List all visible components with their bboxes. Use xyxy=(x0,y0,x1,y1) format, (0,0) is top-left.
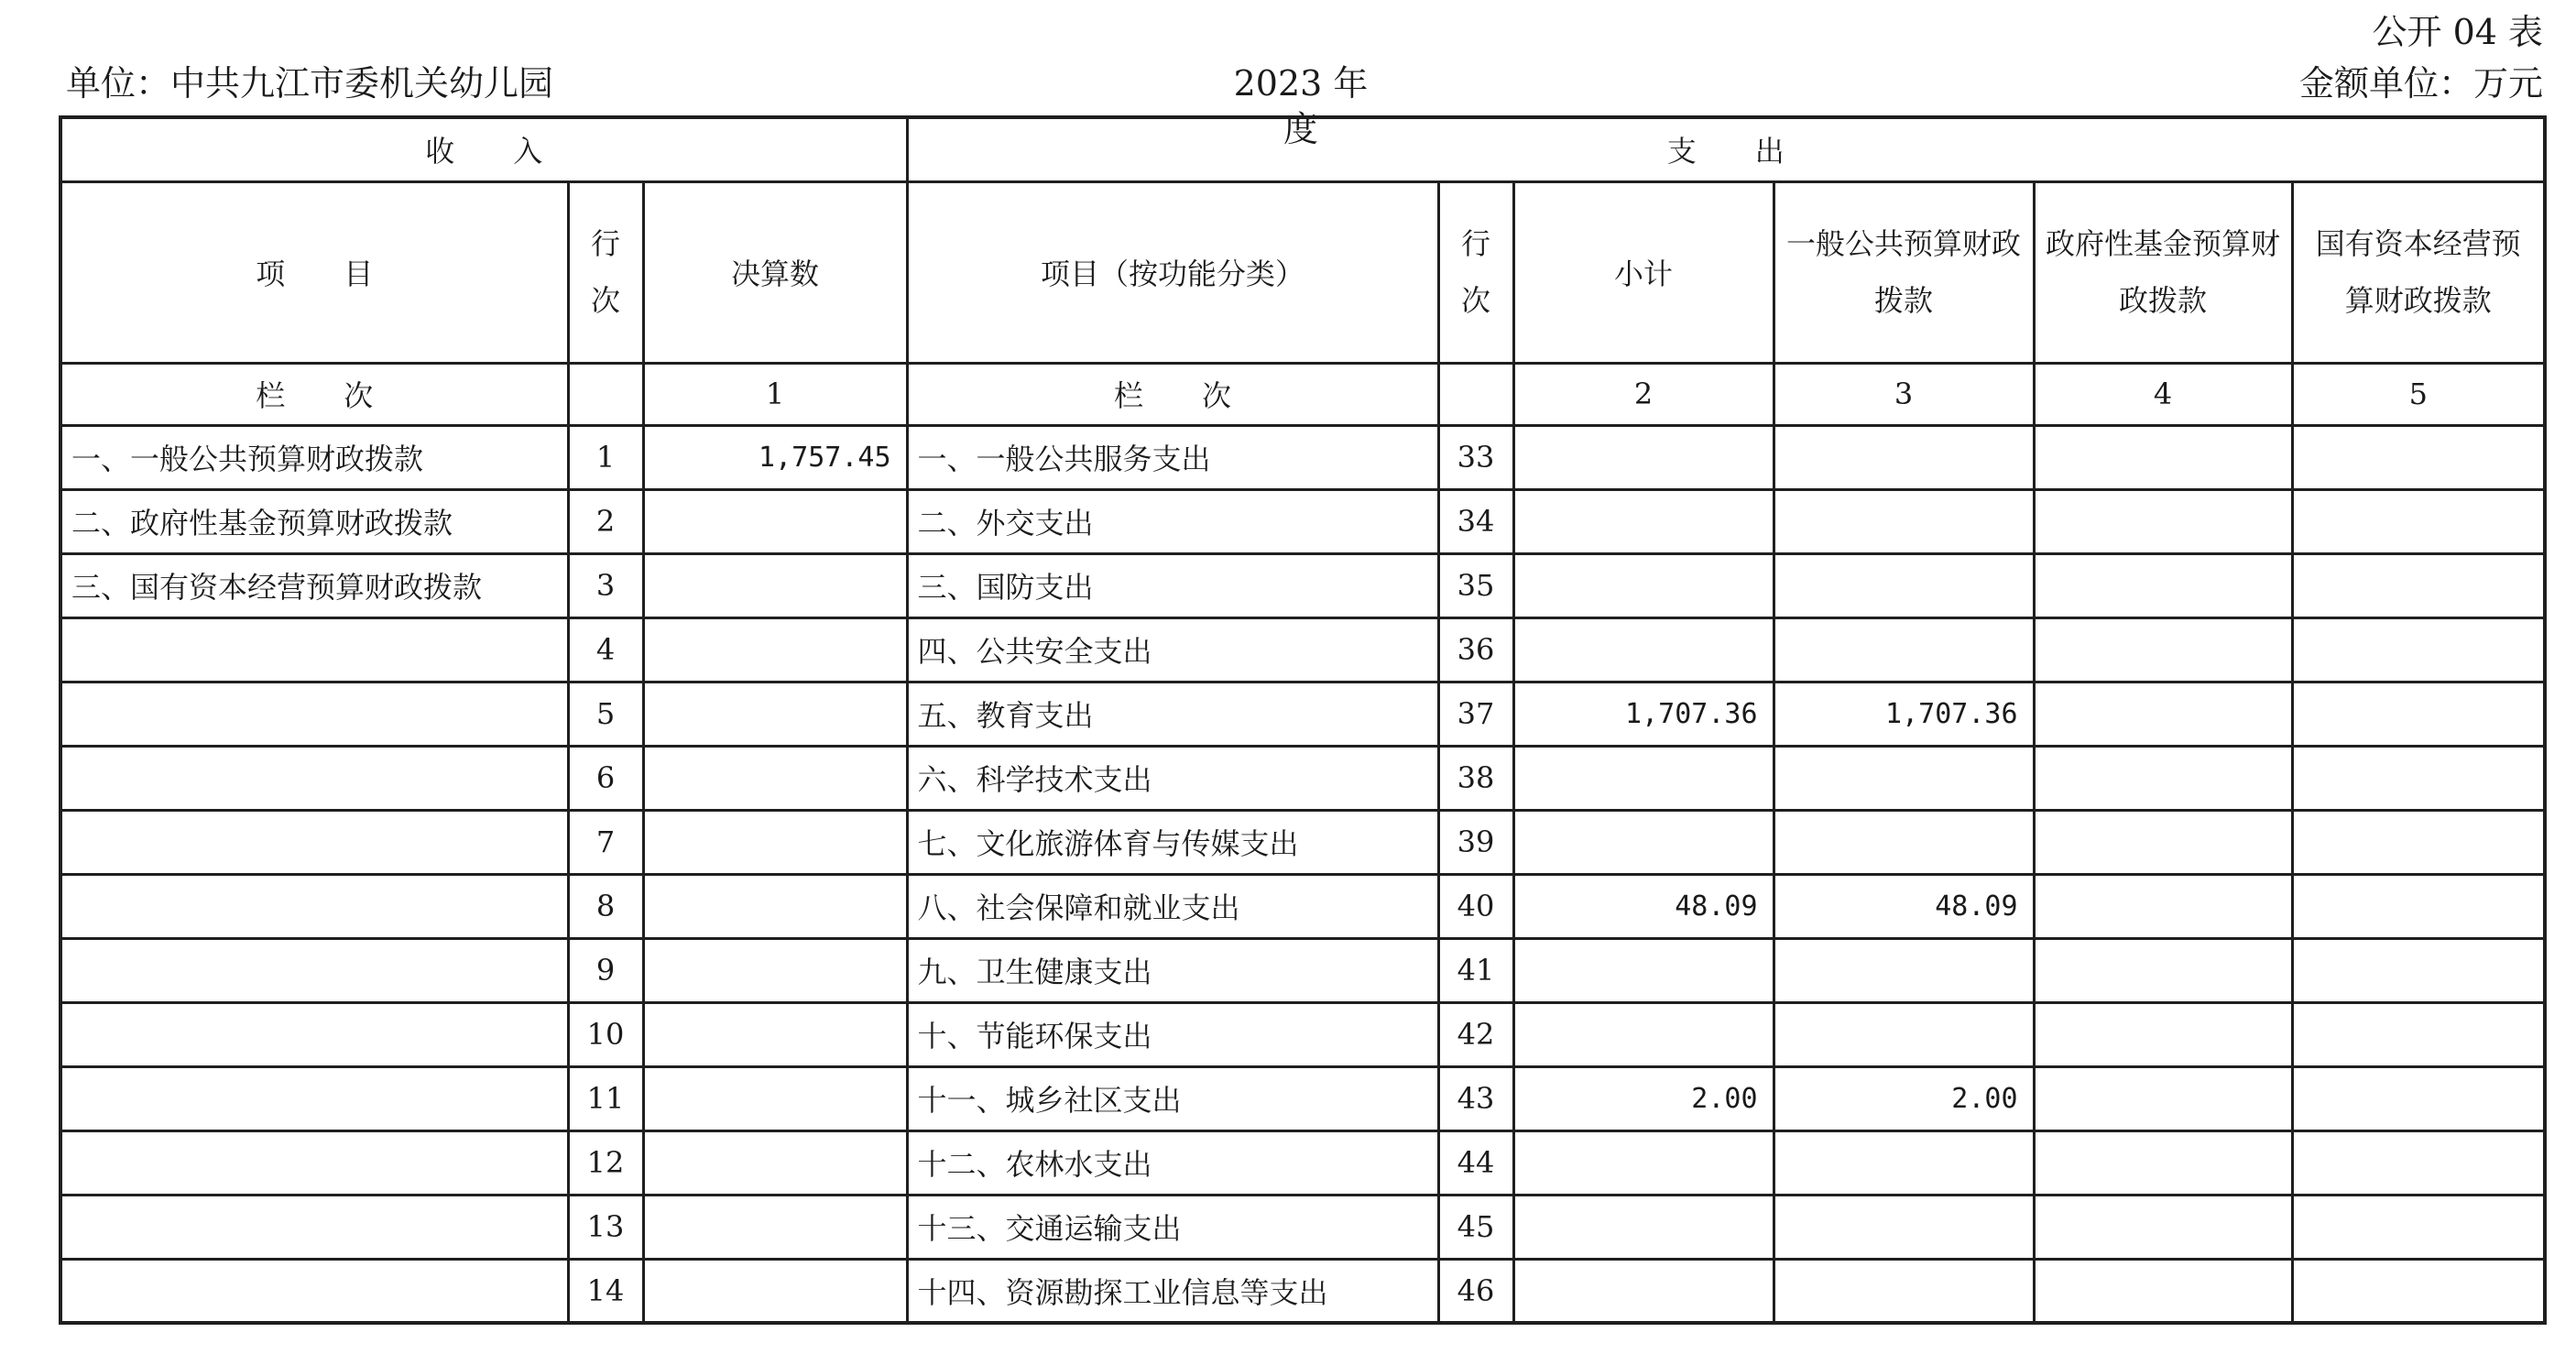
income-row-no: 10 xyxy=(568,1002,643,1066)
general-budget-amount xyxy=(1774,1259,2034,1323)
subtotal xyxy=(1513,938,1774,1002)
expense-item: 八、社会保障和就业支出 xyxy=(907,874,1438,938)
col-index-2: 2 xyxy=(1513,363,1774,425)
expense-row-no: 41 xyxy=(1438,938,1513,1002)
col-index-1: 1 xyxy=(643,363,907,425)
state-capital-amount xyxy=(2292,1066,2545,1130)
col-header-final-amount: 决算数 xyxy=(643,181,907,363)
income-row-no: 14 xyxy=(568,1259,643,1323)
gov-fund-amount xyxy=(2034,1002,2292,1066)
col-index-4: 4 xyxy=(2034,363,2292,425)
gov-fund-amount xyxy=(2034,489,2292,553)
table-row xyxy=(60,1066,2545,1130)
amount-unit: 金额单位：万元 xyxy=(2298,63,2543,104)
state-capital-amount xyxy=(2292,425,2545,489)
income-row-no: 13 xyxy=(568,1195,643,1259)
table-row xyxy=(60,553,2545,617)
expense-row-no: 34 xyxy=(1438,489,1513,553)
income-item xyxy=(60,1066,568,1130)
subtotal: 2.00 xyxy=(1513,1066,1774,1130)
expense-row-no: 37 xyxy=(1438,682,1513,746)
table-row xyxy=(60,1195,2545,1259)
subtotal: 1,707.36 xyxy=(1513,682,1774,746)
income-item xyxy=(60,746,568,810)
table-row xyxy=(60,489,2545,553)
income-item: 二、政府性基金预算财政拨款 xyxy=(60,489,568,553)
general-budget-amount xyxy=(1774,1195,2034,1259)
subtotal xyxy=(1513,1195,1774,1259)
general-budget-amount: 2.00 xyxy=(1774,1066,2034,1130)
income-amount xyxy=(643,938,907,1002)
expense-row-no: 36 xyxy=(1438,617,1513,682)
subtotal xyxy=(1513,553,1774,617)
expense-row-no: 38 xyxy=(1438,746,1513,810)
expense-row-no: 43 xyxy=(1438,1066,1513,1130)
gov-fund-amount xyxy=(2034,425,2292,489)
budget-table xyxy=(59,115,2547,1325)
expense-item: 七、文化旅游体育与传媒支出 xyxy=(907,810,1438,874)
state-capital-amount xyxy=(2292,489,2545,553)
income-amount xyxy=(643,810,907,874)
income-row-no: 6 xyxy=(568,746,643,810)
gov-fund-amount xyxy=(2034,874,2292,938)
expense-row-no: 46 xyxy=(1438,1259,1513,1323)
gov-fund-amount xyxy=(2034,1259,2292,1323)
state-capital-amount xyxy=(2292,746,2545,810)
col-header-item-by-function: 项目（按功能分类） xyxy=(907,181,1438,363)
expense-row-no: 40 xyxy=(1438,874,1513,938)
col-index-blank xyxy=(568,363,643,425)
income-item xyxy=(60,874,568,938)
general-budget-amount xyxy=(1774,810,2034,874)
income-item xyxy=(60,938,568,1002)
expense-row-no: 42 xyxy=(1438,1002,1513,1066)
general-budget-amount xyxy=(1774,1002,2034,1066)
income-amount xyxy=(643,1002,907,1066)
gov-fund-amount xyxy=(2034,1130,2292,1195)
income-item xyxy=(60,682,568,746)
subtotal xyxy=(1513,1130,1774,1195)
state-capital-amount xyxy=(2292,810,2545,874)
state-capital-amount xyxy=(2292,1002,2545,1066)
subtotal xyxy=(1513,425,1774,489)
income-amount xyxy=(643,874,907,938)
expense-item: 六、科学技术支出 xyxy=(907,746,1438,810)
table-row xyxy=(60,746,2545,810)
col-header-item: 项 目 xyxy=(60,181,568,363)
general-budget-amount: 48.09 xyxy=(1774,874,2034,938)
expense-row-no: 35 xyxy=(1438,553,1513,617)
state-capital-amount xyxy=(2292,617,2545,682)
col-header-row-no-2: 行次 xyxy=(1438,181,1513,363)
state-capital-amount xyxy=(2292,1130,2545,1195)
income-row-no: 9 xyxy=(568,938,643,1002)
income-amount xyxy=(643,1195,907,1259)
expense-item: 十二、农林水支出 xyxy=(907,1130,1438,1195)
income-section-title: 收 入 xyxy=(60,117,907,181)
expense-row-no: 39 xyxy=(1438,810,1513,874)
income-amount: 1,757.45 xyxy=(643,425,907,489)
col-header-subtotal: 小计 xyxy=(1513,181,1774,363)
gov-fund-amount xyxy=(2034,682,2292,746)
gov-fund-amount xyxy=(2034,553,2292,617)
state-capital-amount xyxy=(2292,874,2545,938)
income-row-no: 1 xyxy=(568,425,643,489)
table-row xyxy=(60,810,2545,874)
income-row-no: 7 xyxy=(568,810,643,874)
subtotal xyxy=(1513,617,1774,682)
income-item xyxy=(60,1002,568,1066)
subtotal: 48.09 xyxy=(1513,874,1774,938)
expense-item: 十三、交通运输支出 xyxy=(907,1195,1438,1259)
col-index-3: 3 xyxy=(1774,363,2034,425)
income-row-no: 12 xyxy=(568,1130,643,1195)
state-capital-amount xyxy=(2292,938,2545,1002)
state-capital-amount xyxy=(2292,1195,2545,1259)
general-budget-amount xyxy=(1774,425,2034,489)
subtotal xyxy=(1513,810,1774,874)
unit-name: 单位：中共九江市委机关幼儿园 xyxy=(66,63,554,104)
col-index-label: 栏 次 xyxy=(60,363,568,425)
general-budget-amount xyxy=(1774,1130,2034,1195)
income-item: 一、一般公共预算财政拨款 xyxy=(60,425,568,489)
general-budget-amount xyxy=(1774,938,2034,1002)
col-header-general-budget: 一般公共预算财政拨款 xyxy=(1774,181,2034,363)
col-index-label-2: 栏 次 xyxy=(907,363,1438,425)
table-row xyxy=(60,1130,2545,1195)
table-row xyxy=(60,938,2545,1002)
income-item xyxy=(60,1259,568,1323)
general-budget-amount xyxy=(1774,489,2034,553)
state-capital-amount xyxy=(2292,553,2545,617)
gov-fund-amount xyxy=(2034,617,2292,682)
expense-item: 一、一般公共服务支出 xyxy=(907,425,1438,489)
col-index-blank-2 xyxy=(1438,363,1513,425)
subtotal xyxy=(1513,489,1774,553)
income-amount xyxy=(643,746,907,810)
income-row-no: 5 xyxy=(568,682,643,746)
column-index-row xyxy=(60,363,2545,425)
table-row xyxy=(60,425,2545,489)
income-amount xyxy=(643,617,907,682)
expense-item: 十、节能环保支出 xyxy=(907,1002,1438,1066)
expense-row-no: 44 xyxy=(1438,1130,1513,1195)
income-amount xyxy=(643,489,907,553)
table-row xyxy=(60,617,2545,682)
section-header-row xyxy=(60,117,2545,181)
income-item xyxy=(60,810,568,874)
general-budget-amount: 1,707.36 xyxy=(1774,682,2034,746)
expense-item: 三、国防支出 xyxy=(907,553,1438,617)
income-item xyxy=(60,617,568,682)
subtotal xyxy=(1513,1259,1774,1323)
state-capital-amount xyxy=(2292,1259,2545,1323)
expense-item: 二、外交支出 xyxy=(907,489,1438,553)
fiscal-year: 2023 年度 xyxy=(1233,63,1369,149)
income-row-no: 11 xyxy=(568,1066,643,1130)
expense-item: 四、公共安全支出 xyxy=(907,617,1438,682)
gov-fund-amount xyxy=(2034,1195,2292,1259)
subtotal xyxy=(1513,1002,1774,1066)
income-item xyxy=(60,1130,568,1195)
expense-row-no: 33 xyxy=(1438,425,1513,489)
income-amount xyxy=(643,682,907,746)
col-header-row-no: 行次 xyxy=(568,181,643,363)
general-budget-amount xyxy=(1774,746,2034,810)
general-budget-amount xyxy=(1774,617,2034,682)
general-budget-amount xyxy=(1774,553,2034,617)
table-row xyxy=(60,1259,2545,1323)
table-row xyxy=(60,682,2545,746)
expense-item: 五、教育支出 xyxy=(907,682,1438,746)
income-item xyxy=(60,1195,568,1259)
column-header-row xyxy=(60,181,2545,363)
expense-item: 十四、资源勘探工业信息等支出 xyxy=(907,1259,1438,1323)
table-row xyxy=(60,1002,2545,1066)
expense-row-no: 45 xyxy=(1438,1195,1513,1259)
income-amount xyxy=(643,1130,907,1195)
state-capital-amount xyxy=(2292,682,2545,746)
income-row-no: 8 xyxy=(568,874,643,938)
col-header-gov-fund: 政府性基金预算财政拨款 xyxy=(2034,181,2292,363)
gov-fund-amount xyxy=(2034,1066,2292,1130)
subtotal xyxy=(1513,746,1774,810)
expense-section-title: 支 出 xyxy=(907,117,2545,181)
table-row xyxy=(60,874,2545,938)
income-row-no: 4 xyxy=(568,617,643,682)
col-index-5: 5 xyxy=(2292,363,2545,425)
income-item: 三、国有资本经营预算财政拨款 xyxy=(60,553,568,617)
gov-fund-amount xyxy=(2034,938,2292,1002)
expense-item: 十一、城乡社区支出 xyxy=(907,1066,1438,1130)
gov-fund-amount xyxy=(2034,810,2292,874)
income-row-no: 2 xyxy=(568,489,643,553)
expense-item: 九、卫生健康支出 xyxy=(907,938,1438,1002)
gov-fund-amount xyxy=(2034,746,2292,810)
col-header-state-capital: 国有资本经营预算财政拨款 xyxy=(2292,181,2545,363)
income-row-no: 3 xyxy=(568,553,643,617)
form-number: 公开 04 表 xyxy=(2372,12,2543,52)
income-amount xyxy=(643,1259,907,1323)
income-amount xyxy=(643,1066,907,1130)
income-amount xyxy=(643,553,907,617)
